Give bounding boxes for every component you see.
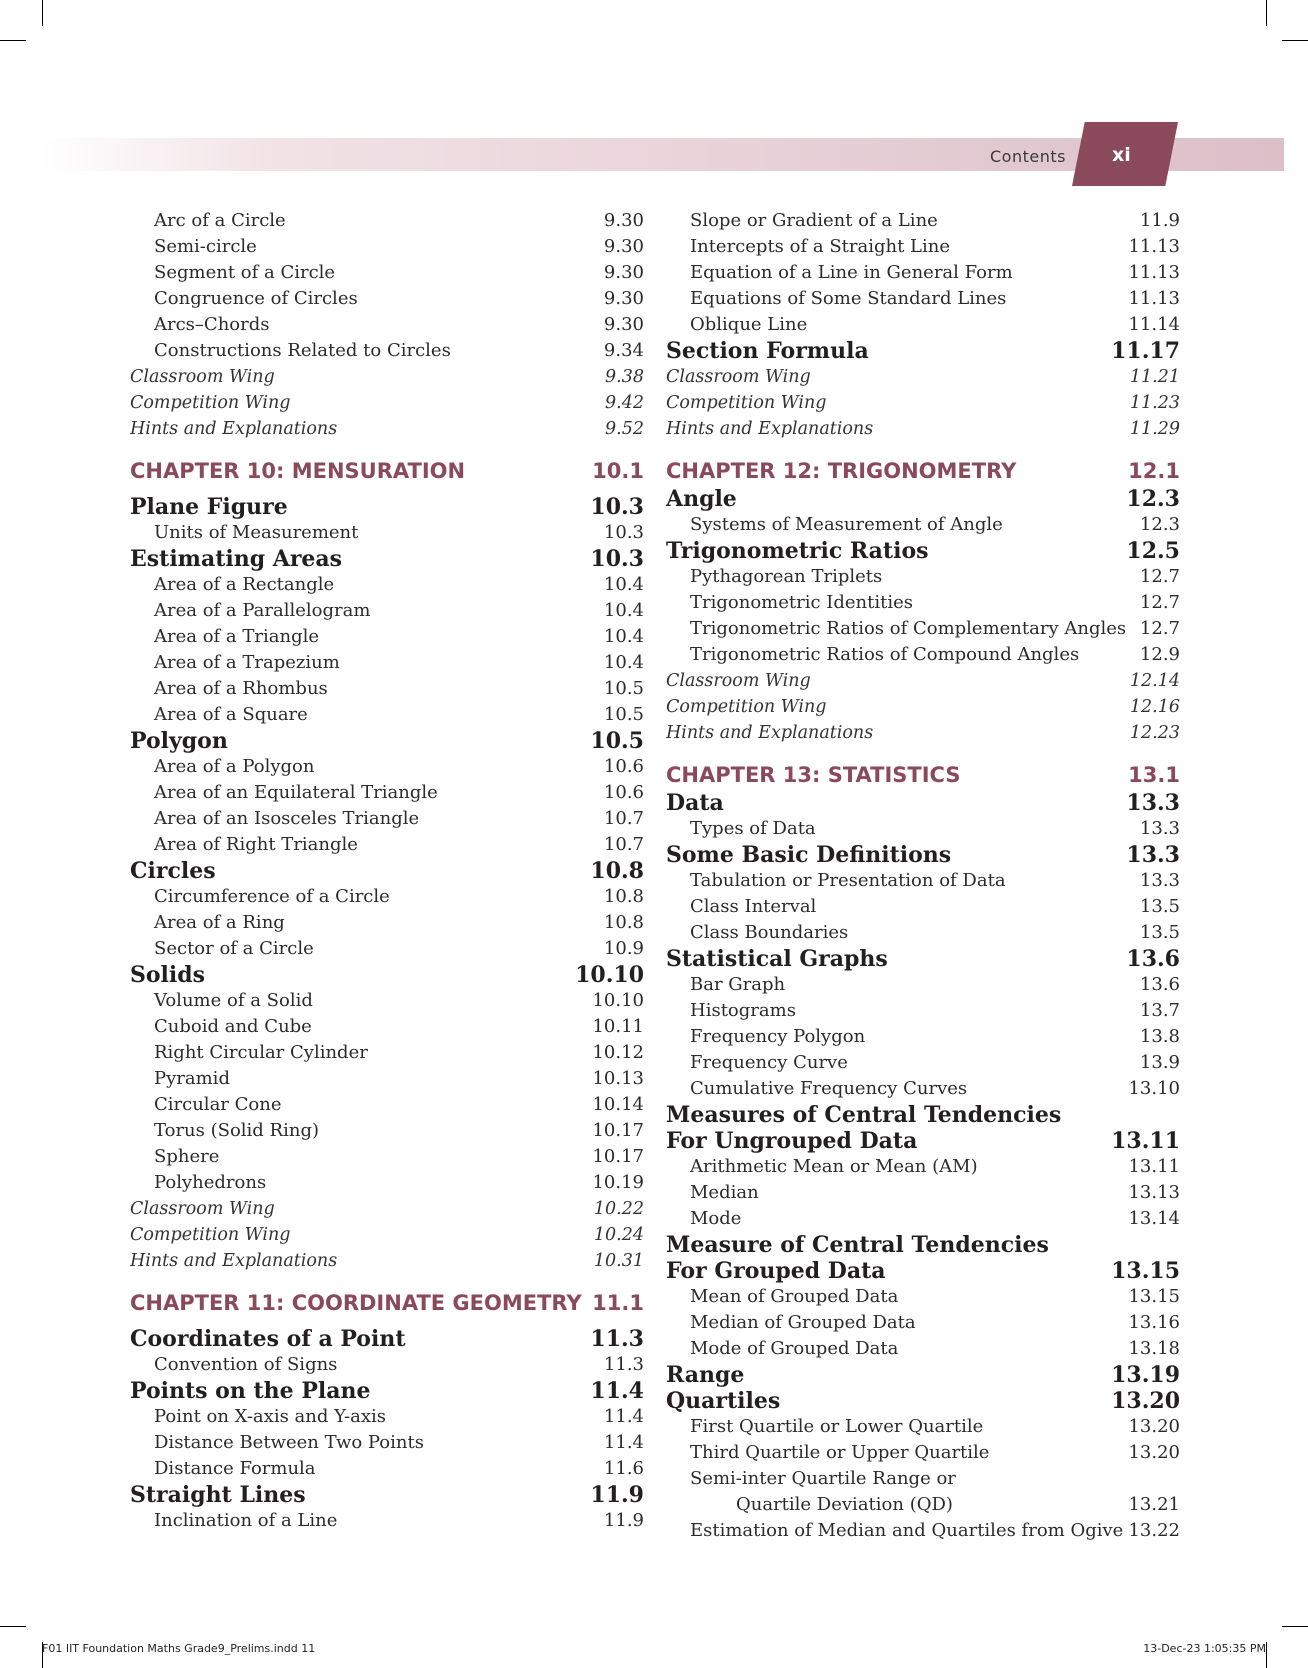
toc-entry-title: Area of Right Triangle xyxy=(154,834,358,855)
toc-entry-page: 11.3 xyxy=(590,1326,644,1352)
toc-entry-title: Circular Cone xyxy=(154,1094,282,1115)
toc-entry-title: Hints and Explanations xyxy=(130,419,338,439)
toc-entry-title: Arithmetic Mean or Mean (AM) xyxy=(690,1156,978,1177)
toc-entry-page: 9.52 xyxy=(605,419,644,439)
toc-heading-line: Measure of Central Tendencies xyxy=(666,1232,1049,1258)
toc-section-heading[interactable] xyxy=(666,486,1180,512)
toc-entry-page: 12.14 xyxy=(1129,671,1180,691)
toc-entry-page: 10.8 xyxy=(590,858,644,884)
toc-section-heading[interactable] xyxy=(130,546,644,572)
toc-entry[interactable] xyxy=(666,1414,1180,1440)
toc-entry[interactable] xyxy=(130,806,644,832)
crop-mark xyxy=(42,0,43,26)
toc-entry-title: Equations of Some Standard Lines xyxy=(690,288,1007,309)
toc-entry[interactable] xyxy=(130,1144,644,1170)
toc-entry-page: 13.5 xyxy=(1139,896,1180,917)
crop-mark xyxy=(1282,40,1308,41)
toc-entry-page: 10.31 xyxy=(593,1251,644,1271)
toc-entry[interactable] xyxy=(666,816,1180,842)
toc-entry[interactable] xyxy=(130,1092,644,1118)
toc-entry-title: Trigonometric Ratios of Complementary Angles xyxy=(690,618,1127,639)
toc-right-column xyxy=(666,208,1180,1544)
toc-entry-title: Range xyxy=(666,1362,745,1388)
toc-entry-title: Median xyxy=(690,1182,759,1203)
toc-entry-page: 11.4 xyxy=(603,1432,644,1453)
toc-entry-page: 13.3 xyxy=(1126,842,1180,868)
toc-entry-title: Frequency Polygon xyxy=(690,1026,866,1047)
toc-entry-page: 10.17 xyxy=(592,1120,644,1141)
toc-entry-title: Volume of a Solid xyxy=(154,990,313,1011)
toc-entry-title: Trigonometric Ratios xyxy=(666,538,929,564)
toc-entry-title: Mode of Grouped Data xyxy=(690,1338,899,1359)
toc-entry[interactable] xyxy=(130,234,644,260)
toc-entry[interactable] xyxy=(666,1050,1180,1076)
toc-entry-page: 10.3 xyxy=(603,522,644,543)
toc-entry[interactable] xyxy=(130,1118,644,1144)
toc-entry-title: Histograms xyxy=(690,1000,796,1021)
footer-timestamp: 13-Dec-23 1:05:35 PM xyxy=(1143,1642,1266,1655)
toc-entry[interactable] xyxy=(666,868,1180,894)
toc-wing-entry[interactable] xyxy=(666,364,1180,390)
toc-entry[interactable] xyxy=(130,208,644,234)
toc-entry-title: Classroom Wing xyxy=(666,671,811,691)
toc-entry-title: Intercepts of a Straight Line xyxy=(690,236,950,257)
toc-entry[interactable] xyxy=(666,1206,1180,1232)
toc-entry[interactable] xyxy=(130,702,644,728)
toc-entry-page: 10.10 xyxy=(575,962,644,988)
toc-entry-title: Units of Measurement xyxy=(154,522,359,543)
toc-entry-page: 9.30 xyxy=(603,288,644,309)
toc-entry-title: Competition Wing xyxy=(666,393,827,413)
toc-entry-page: 11.9 xyxy=(603,1510,644,1531)
toc-entry-title: Oblique Line xyxy=(690,314,808,335)
crop-mark xyxy=(1282,1626,1308,1627)
toc-entry[interactable] xyxy=(130,832,644,858)
toc-entry-page: 10.14 xyxy=(592,1094,644,1115)
toc-entry-title: Pythagorean Triplets xyxy=(690,566,883,587)
toc-entry[interactable] xyxy=(130,1170,644,1196)
toc-entry-title: Semi-circle xyxy=(154,236,257,257)
chapter-heading[interactable]: CHAPTER 10: MENSURATION 10.1 xyxy=(130,459,644,483)
toc-entry-title: Cumulative Frequency Curves xyxy=(690,1078,968,1099)
toc-entry-title: Area of a Rhombus xyxy=(154,678,328,699)
toc-left-column xyxy=(130,208,644,1534)
toc-entry-title: Area of a Polygon xyxy=(154,756,315,777)
toc-entry-page: 13.7 xyxy=(1139,1000,1180,1021)
toc-entry-title: Sphere xyxy=(154,1146,220,1167)
toc-entry-page: 13.15 xyxy=(1111,1258,1180,1284)
toc-entry-page: 10.11 xyxy=(592,1016,644,1037)
toc-entry[interactable] xyxy=(130,936,644,962)
toc-entry[interactable] xyxy=(666,894,1180,920)
toc-entry-title: Segment of a Circle xyxy=(154,262,336,283)
toc-entry-page: 10.8 xyxy=(603,886,644,907)
toc-entry-title: Equation of a Line in General Form xyxy=(690,262,1013,283)
toc-section-heading[interactable] xyxy=(666,338,1180,364)
page-number: xi xyxy=(1112,144,1131,166)
toc-entry-page: 10.22 xyxy=(593,1199,644,1219)
toc-entry[interactable] xyxy=(130,338,644,364)
toc-entry-title: Mode xyxy=(690,1208,742,1229)
toc-section-heading[interactable] xyxy=(130,962,644,988)
toc-entry-title: Mean of Grouped Data xyxy=(690,1286,899,1307)
toc-entry-title: Area of a Rectangle xyxy=(154,574,335,595)
toc-entry-line: Semi-inter Quartile Range or xyxy=(690,1468,956,1489)
toc-entry-page: 11.13 xyxy=(1128,236,1180,257)
toc-entry-page: 11.4 xyxy=(603,1406,644,1427)
toc-entry-page: 10.6 xyxy=(603,756,644,777)
toc-section-heading[interactable] xyxy=(130,1378,644,1404)
toc-entry-page: 11.13 xyxy=(1128,262,1180,283)
toc-entry-page: 13.20 xyxy=(1111,1388,1180,1414)
toc-entry-page: 10.7 xyxy=(603,834,644,855)
toc-entry[interactable] xyxy=(130,520,644,546)
toc-entry-title: Area of an Equilateral Triangle xyxy=(154,782,438,803)
toc-section-heading[interactable] xyxy=(130,1326,644,1352)
running-header: Contents xyxy=(990,147,1066,166)
toc-entry-page: 13.11 xyxy=(1128,1156,1180,1177)
toc-wing-entry[interactable] xyxy=(130,416,644,442)
toc-entry-page: 12.7 xyxy=(1139,592,1180,613)
toc-entry-page: 12.7 xyxy=(1139,618,1180,639)
toc-section-heading[interactable] xyxy=(666,1258,1180,1284)
toc-section-heading[interactable] xyxy=(666,790,1180,816)
toc-entry[interactable] xyxy=(666,286,1180,312)
toc-entry-title: Estimating Areas xyxy=(130,546,343,572)
toc-entry-title: Congruence of Circles xyxy=(154,288,358,309)
toc-entry-page: 9.30 xyxy=(603,236,644,257)
toc-entry-title: For Ungrouped Data xyxy=(666,1128,918,1154)
toc-entry-title: Classroom Wing xyxy=(666,367,811,387)
toc-entry-page: 13.10 xyxy=(1128,1078,1180,1099)
toc-entry-title: Statistical Graphs xyxy=(666,946,888,972)
toc-entry-title: Trigonometric Identities xyxy=(690,592,914,613)
toc-entry-page: 10.4 xyxy=(603,600,644,621)
toc-entry-title: Class Boundaries xyxy=(690,922,849,943)
toc-entry-page: 13.19 xyxy=(1111,1362,1180,1388)
crop-mark xyxy=(1266,1642,1267,1668)
toc-wing-entry[interactable] xyxy=(666,694,1180,720)
toc-entry-page: 11.14 xyxy=(1128,314,1180,335)
toc-entry-title: Convention of Signs xyxy=(154,1354,338,1375)
toc-entry[interactable] xyxy=(130,1508,644,1534)
toc-entry-title: Circumference of a Circle xyxy=(154,886,390,907)
toc-entry-page: 10.19 xyxy=(592,1172,644,1193)
toc-entry-page: 10.5 xyxy=(603,678,644,699)
toc-entry[interactable] xyxy=(130,598,644,624)
toc-entry-title: Types of Data xyxy=(690,818,816,839)
toc-entry-page: 10.4 xyxy=(603,574,644,595)
toc-entry-page: 12.16 xyxy=(1129,697,1180,717)
toc-entry-page: 10.7 xyxy=(603,808,644,829)
toc-entry-page: 13.21 xyxy=(1128,1494,1180,1515)
toc-section-heading[interactable] xyxy=(130,728,644,754)
toc-entry[interactable] xyxy=(666,1154,1180,1180)
toc-entry-page: 10.5 xyxy=(603,704,644,725)
toc-entry-page: 13.6 xyxy=(1126,946,1180,972)
toc-entry[interactable] xyxy=(666,312,1180,338)
toc-entry-page: 12.5 xyxy=(1126,538,1180,564)
toc-section-heading[interactable] xyxy=(666,842,1180,868)
toc-entry-title: Competition Wing xyxy=(666,697,827,717)
toc-wing-entry[interactable] xyxy=(130,1222,644,1248)
toc-entry-title: Quartiles xyxy=(666,1388,781,1414)
toc-wing-entry[interactable] xyxy=(666,390,1180,416)
toc-entry-title: Hints and Explanations xyxy=(666,723,874,743)
toc-entry[interactable] xyxy=(666,1492,1180,1518)
toc-entry-title: Polygon xyxy=(130,728,228,754)
toc-entry[interactable] xyxy=(666,1076,1180,1102)
toc-entry-title: Arcs–Chords xyxy=(154,314,270,335)
toc-section-heading[interactable] xyxy=(130,494,644,520)
toc-entry-page: 13.20 xyxy=(1128,1442,1180,1463)
toc-entry[interactable] xyxy=(130,286,644,312)
toc-entry[interactable] xyxy=(130,780,644,806)
toc-entry-page: 11.21 xyxy=(1129,367,1180,387)
toc-entry-page: 11.23 xyxy=(1129,393,1180,413)
toc-entry-title: Distance Formula xyxy=(154,1458,316,1479)
toc-entry-title: Estimation of Median and Quartiles from Ogive xyxy=(690,1520,1124,1541)
toc-entry-title: Angle xyxy=(666,486,737,512)
toc-entry-title: Cuboid and Cube xyxy=(154,1016,312,1037)
toc-entry-page: 10.12 xyxy=(592,1042,644,1063)
toc-entry[interactable] xyxy=(666,1440,1180,1466)
toc-entry-title: Area of a Ring xyxy=(154,912,285,933)
toc-entry-title: Median of Grouped Data xyxy=(690,1312,916,1333)
toc-entry-page: 13.16 xyxy=(1128,1312,1180,1333)
toc-entry-page: 13.22 xyxy=(1128,1520,1180,1541)
toc-entry-title: Plane Figure xyxy=(130,494,288,520)
toc-entry-page: 9.42 xyxy=(605,393,644,413)
toc-entry-page: 13.8 xyxy=(1139,1026,1180,1047)
toc-entry-title: Area of a Parallelogram xyxy=(154,600,371,621)
toc-entry[interactable] xyxy=(130,1066,644,1092)
toc-section-heading[interactable] xyxy=(130,1482,644,1508)
toc-entry[interactable] xyxy=(130,754,644,780)
toc-entry[interactable] xyxy=(666,1284,1180,1310)
toc-entry[interactable] xyxy=(666,1024,1180,1050)
toc-entry-title: Competition Wing xyxy=(130,1225,291,1245)
toc-entry-page: 10.3 xyxy=(590,494,644,520)
toc-entry[interactable] xyxy=(666,998,1180,1024)
toc-entry[interactable] xyxy=(130,988,644,1014)
footer-filename: F01 IIT Foundation Maths Grade9_Prelims.indd 11 xyxy=(42,1642,316,1655)
toc-entry-page: 13.3 xyxy=(1139,818,1180,839)
toc-entry-page: 9.30 xyxy=(603,210,644,231)
toc-entry[interactable] xyxy=(666,564,1180,590)
toc-wing-entry[interactable] xyxy=(130,390,644,416)
toc-entry-page: 9.30 xyxy=(603,262,644,283)
toc-entry-page: 11.9 xyxy=(1139,210,1180,231)
toc-entry-title: Trigonometric Ratios of Compound Angles xyxy=(690,644,1080,665)
toc-entry-title: Classroom Wing xyxy=(130,367,275,387)
toc-entry[interactable] xyxy=(666,1310,1180,1336)
toc-entry-title: Tabulation or Presentation of Data xyxy=(690,870,1006,891)
toc-section-heading[interactable] xyxy=(130,858,644,884)
toc-entry[interactable] xyxy=(130,572,644,598)
toc-entry-title: Quartile Deviation (QD) xyxy=(736,1494,953,1515)
toc-entry-page: 10.3 xyxy=(590,546,644,572)
toc-entry-title: Section Formula xyxy=(666,338,869,364)
toc-entry-title: Pyramid xyxy=(154,1068,230,1089)
toc-entry-page: 10.10 xyxy=(592,990,644,1011)
toc-wing-entry[interactable] xyxy=(130,1196,644,1222)
toc-entry-page: 11.9 xyxy=(590,1482,644,1508)
toc-entry-title: Inclination of a Line xyxy=(154,1510,338,1531)
toc-entry[interactable] xyxy=(666,1336,1180,1362)
toc-entry[interactable] xyxy=(130,650,644,676)
toc-entry[interactable] xyxy=(666,234,1180,260)
toc-entry-title: Solids xyxy=(130,962,206,988)
toc-entry-title: Third Quartile or Upper Quartile xyxy=(690,1442,990,1463)
toc-entry-page: 10.8 xyxy=(603,912,644,933)
toc-entry-title: Points on the Plane xyxy=(130,1378,371,1404)
toc-entry[interactable] xyxy=(130,1404,644,1430)
toc-entry-title: Hints and Explanations xyxy=(666,419,874,439)
toc-entry-page: 13.11 xyxy=(1111,1128,1180,1154)
toc-entry[interactable] xyxy=(130,1352,644,1378)
toc-entry-title: Torus (Solid Ring) xyxy=(154,1120,319,1141)
toc-entry-page: 13.9 xyxy=(1139,1052,1180,1073)
toc-entry-page: 13.14 xyxy=(1128,1208,1180,1229)
toc-entry-page: 13.3 xyxy=(1126,790,1180,816)
toc-entry-page: 10.9 xyxy=(603,938,644,959)
toc-entry-title: Slope or Gradient of a Line xyxy=(690,210,938,231)
toc-entry-title: Straight Lines xyxy=(130,1482,306,1508)
toc-entry-page: 13.3 xyxy=(1139,870,1180,891)
toc-heading-line: Measures of Central Tendencies xyxy=(666,1102,1062,1128)
toc-wing-entry[interactable] xyxy=(130,1248,644,1274)
toc-entry-title: Competition Wing xyxy=(130,393,291,413)
toc-entry-page: 9.30 xyxy=(603,314,644,335)
toc-entry-page: 11.13 xyxy=(1128,288,1180,309)
toc-entry-page: 13.13 xyxy=(1128,1182,1180,1203)
toc-entry[interactable] xyxy=(666,512,1180,538)
toc-entry-page: 13.6 xyxy=(1139,974,1180,995)
toc-wing-entry[interactable] xyxy=(666,416,1180,442)
toc-entry[interactable] xyxy=(666,616,1180,642)
toc-entry-page: 11.3 xyxy=(603,1354,644,1375)
toc-entry-title: Constructions Related to Circles xyxy=(154,340,451,361)
toc-entry[interactable] xyxy=(130,260,644,286)
toc-entry-title: Area of a Trapezium xyxy=(154,652,340,673)
toc-entry-page: 12.7 xyxy=(1139,566,1180,587)
toc-entry[interactable] xyxy=(130,624,644,650)
toc-entry[interactable] xyxy=(130,1456,644,1482)
toc-entry-page: 10.24 xyxy=(593,1225,644,1245)
toc-entry[interactable] xyxy=(666,642,1180,668)
toc-entry-title: Some Basic Definitions xyxy=(666,842,952,868)
toc-wing-entry[interactable] xyxy=(666,720,1180,746)
toc-entry-title: Right Circular Cylinder xyxy=(154,1042,368,1063)
toc-entry-page: 13.18 xyxy=(1128,1338,1180,1359)
toc-section-heading[interactable] xyxy=(666,946,1180,972)
toc-entry-title: Systems of Measurement of Angle xyxy=(690,514,1003,535)
toc-entry[interactable] xyxy=(666,208,1180,234)
toc-entry-title: Hints and Explanations xyxy=(130,1251,338,1271)
toc-entry-page: 12.3 xyxy=(1126,486,1180,512)
toc-entry[interactable] xyxy=(666,1518,1180,1544)
toc-entry-page: 13.15 xyxy=(1128,1286,1180,1307)
toc-entry[interactable] xyxy=(130,1430,644,1456)
toc-entry[interactable] xyxy=(130,676,644,702)
chapter-heading[interactable]: CHAPTER 11: COORDINATE GEOMETRY 11.1 xyxy=(130,1291,644,1315)
toc-entry-title: Point on X-axis and Y-axis xyxy=(154,1406,386,1427)
toc-wing-entry[interactable] xyxy=(666,668,1180,694)
toc-entry[interactable] xyxy=(130,910,644,936)
toc-entry-page: 13.5 xyxy=(1139,922,1180,943)
toc-entry-page: 10.17 xyxy=(592,1146,644,1167)
toc-entry-page: 10.13 xyxy=(592,1068,644,1089)
crop-mark xyxy=(1266,0,1267,26)
toc-entry[interactable] xyxy=(666,590,1180,616)
toc-entry-title: Data xyxy=(666,790,724,816)
toc-entry-title: Frequency Curve xyxy=(690,1052,848,1073)
toc-entry[interactable] xyxy=(666,972,1180,998)
toc-entry-page: 11.4 xyxy=(590,1378,644,1404)
toc-entry-title: Bar Graph xyxy=(690,974,786,995)
toc-entry-page: 12.23 xyxy=(1129,723,1180,743)
toc-entry-title: Area of an Isosceles Triangle xyxy=(154,808,420,829)
toc-entry-page: 10.4 xyxy=(603,626,644,647)
toc-entry-title: First Quartile or Lower Quartile xyxy=(690,1416,984,1437)
toc-entry-page: 10.4 xyxy=(603,652,644,673)
toc-entry-title: Area of a Square xyxy=(154,704,308,725)
toc-entry-page: 12.9 xyxy=(1139,644,1180,665)
toc-entry[interactable] xyxy=(666,920,1180,946)
toc-section-heading[interactable] xyxy=(666,1388,1180,1414)
crop-mark xyxy=(0,1626,26,1627)
toc-entry-title: Coordinates of a Point xyxy=(130,1326,406,1352)
toc-entry-title: Circles xyxy=(130,858,216,884)
toc-wing-entry[interactable] xyxy=(130,364,644,390)
chapter-heading[interactable]: CHAPTER 12: TRIGONOMETRY 12.1 xyxy=(666,459,1180,483)
toc-entry-page: 9.38 xyxy=(605,367,644,387)
toc-section-heading[interactable] xyxy=(666,1128,1180,1154)
toc-entry[interactable] xyxy=(130,1040,644,1066)
toc-entry[interactable] xyxy=(130,1014,644,1040)
toc-entry[interactable] xyxy=(130,884,644,910)
toc-entry-page: 11.6 xyxy=(603,1458,644,1479)
toc-entry-title: Polyhedrons xyxy=(154,1172,267,1193)
toc-entry-page: 9.34 xyxy=(603,340,644,361)
toc-section-heading[interactable] xyxy=(666,538,1180,564)
toc-entry-page: 12.3 xyxy=(1139,514,1180,535)
toc-entry-page: 11.17 xyxy=(1111,338,1180,364)
toc-entry-page: 11.29 xyxy=(1129,419,1180,439)
toc-entry-title: Arc of a Circle xyxy=(154,210,286,231)
toc-entry-title: Class Interval xyxy=(690,896,817,917)
toc-entry-page: 13.20 xyxy=(1128,1416,1180,1437)
toc-entry-title: Classroom Wing xyxy=(130,1199,275,1219)
toc-entry-title: For Grouped Data xyxy=(666,1258,886,1284)
toc-section-heading[interactable] xyxy=(666,1362,1180,1388)
toc-entry[interactable] xyxy=(130,312,644,338)
chapter-heading[interactable]: CHAPTER 13: STATISTICS 13.1 xyxy=(666,763,1180,787)
toc-entry[interactable] xyxy=(666,1180,1180,1206)
toc-entry-title: Sector of a Circle xyxy=(154,938,314,959)
toc-entry-page: 10.6 xyxy=(603,782,644,803)
toc-entry-title: Area of a Triangle xyxy=(154,626,320,647)
crop-mark xyxy=(0,40,26,41)
toc-entry[interactable] xyxy=(666,260,1180,286)
toc-entry-page: 10.5 xyxy=(590,728,644,754)
toc-entry-title: Distance Between Two Points xyxy=(154,1432,424,1453)
